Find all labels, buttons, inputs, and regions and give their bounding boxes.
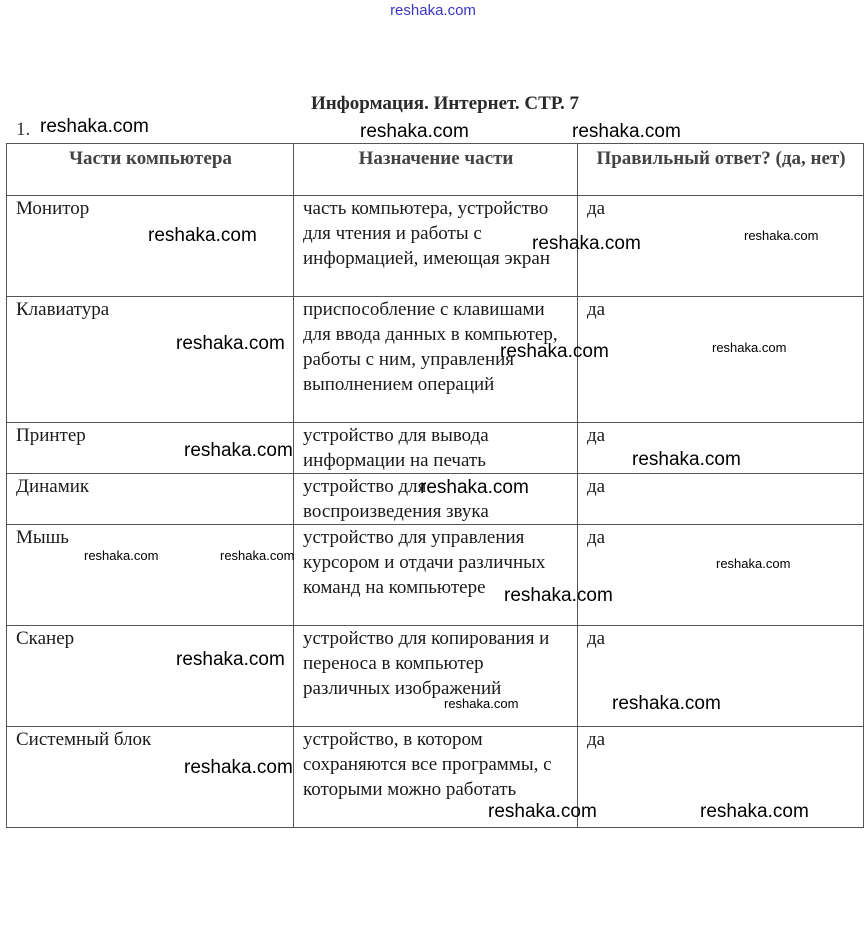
cell-purpose: устройство для воспроизведения звука <box>294 474 578 525</box>
watermark: reshaka.com <box>700 801 809 822</box>
watermark: reshaka.com <box>504 585 613 606</box>
header-purpose: Назначение части <box>294 144 578 196</box>
cell-part: Системный блок <box>7 727 294 828</box>
cell-part: Мышь <box>7 525 294 626</box>
watermark: reshaka.com <box>176 333 285 354</box>
cell-answer: да <box>578 626 864 727</box>
watermark: reshaka.com <box>744 228 819 243</box>
site-header-link[interactable]: reshaka.com <box>390 2 476 19</box>
cell-purpose: приспособление с клавишами для ввода данных в компьютер, работы с ним, управления выполнением операций <box>294 297 578 423</box>
watermark: reshaka.com <box>420 477 529 498</box>
cell-purpose: часть компьютера, устройство для чтения и работы с информацией, имеющая экран <box>294 196 578 297</box>
cell-part: Клавиатура <box>7 297 294 423</box>
cell-answer: да <box>578 525 864 626</box>
cell-purpose: устройство, в котором сохраняются все программы, с которыми можно работать <box>294 727 578 828</box>
cell-part: Динамик <box>7 474 294 525</box>
cell-answer: да <box>578 727 864 828</box>
cell-purpose: устройство для вывода информации на печать <box>294 423 578 474</box>
watermark: reshaka.com <box>84 548 159 563</box>
watermark: reshaka.com <box>612 693 721 714</box>
watermark: reshaka.com <box>360 121 469 142</box>
cell-part: Сканер <box>7 626 294 727</box>
watermark: reshaka.com <box>184 440 293 461</box>
watermark: reshaka.com <box>40 116 149 137</box>
cell-purpose: устройство для управления курсором и отдачи различных команд на компьютере <box>294 525 578 626</box>
watermark: reshaka.com <box>532 233 641 254</box>
cell-part: Монитор <box>7 196 294 297</box>
table-row <box>7 297 864 423</box>
watermark: reshaka.com <box>632 449 741 470</box>
cell-answer: да <box>578 423 864 474</box>
table-row <box>7 626 864 727</box>
table-row <box>7 525 864 626</box>
watermark: reshaka.com <box>712 340 787 355</box>
watermark: reshaka.com <box>148 225 257 246</box>
header-answer: Правильный ответ? (да, нет) <box>578 144 864 196</box>
page-title: Информация. Интернет. СТР. 7 <box>310 93 580 114</box>
watermark: reshaka.com <box>572 121 681 142</box>
cell-answer: да <box>578 196 864 297</box>
watermark: reshaka.com <box>176 649 285 670</box>
watermark: reshaka.com <box>716 556 791 571</box>
cell-part: Принтер <box>7 423 294 474</box>
watermark: reshaka.com <box>184 757 293 778</box>
cell-answer: да <box>578 297 864 423</box>
watermark: reshaka.com <box>500 341 609 362</box>
watermark: reshaka.com <box>444 696 519 711</box>
task-number: 1. <box>16 119 31 140</box>
table-row <box>7 196 864 297</box>
watermark: reshaka.com <box>220 548 295 563</box>
cell-answer: да <box>578 474 864 525</box>
table-header-row <box>7 144 864 196</box>
header-part: Части компьютера <box>7 144 294 196</box>
cell-purpose: устройство для копирования и переноса в компьютер различных изображений <box>294 626 578 727</box>
watermark: reshaka.com <box>488 801 597 822</box>
